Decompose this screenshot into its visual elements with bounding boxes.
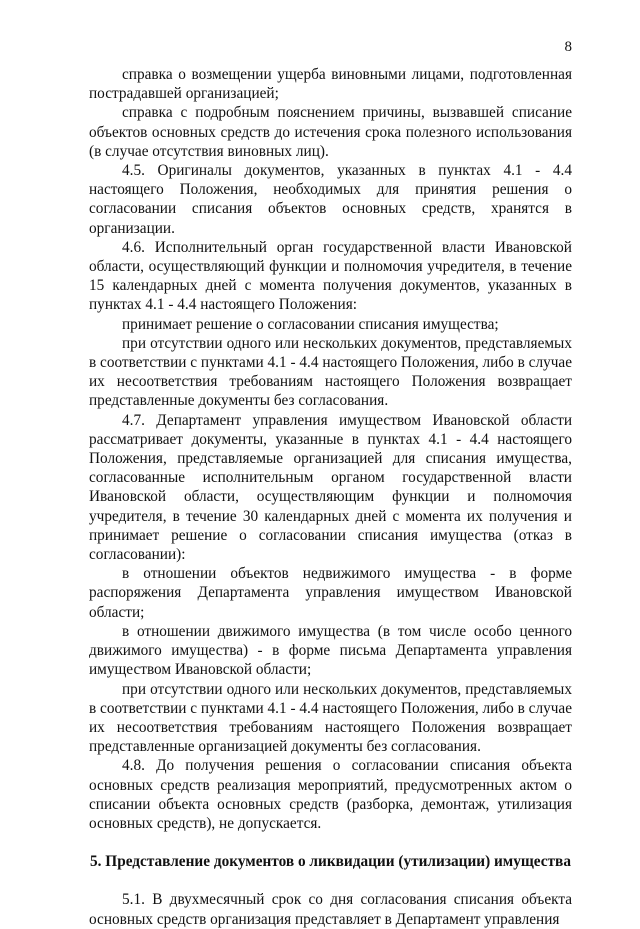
- paragraph-4-7-return: при отсутствии одного или нескольких документов, представляемых в соответствии с пунктами 4.1 - 4.4 настоящего Положения, либо в случае их несоответствия требованиям настоящего Положения возвращает представленные организацией документы без согласования.: [89, 680, 572, 756]
- paragraph-4-8: 4.8. До получения решения о согласовании списания объекта основных средств реализация мероприятий, предусмотренных актом о списании объекта основных средств (разборка, демонтаж, утилизация основных средств), не допускается.: [89, 757, 572, 832]
- paragraph-4-6-decision: принимает решение о согласовании списания имущества;: [122, 315, 499, 333]
- paragraph-cause-certificate: справка с подробным пояснением причины, вызвавшей списание объектов основных средств до истечения срока полезного использования (в случае отсутствия виновных лиц).: [89, 104, 572, 160]
- paragraph-4-5: 4.5. Оригиналы документов, указанных в пунктах 4.1 - 4.4 настоящего Положения, необходимых для принятия решения о согласовании списания объектов основных средств, хранятся в организации.: [89, 162, 572, 237]
- paragraph-5-1: 5.1. В двухмесячный срок со дня согласования списания объекта основных средств организация представляет в Департамент управления: [89, 891, 572, 928]
- paragraph-4-6-return: при отсутствии одного или нескольких документов, представляемых в соответствии с пунктами 4.1 - 4.4 настоящего Положения, либо в случае их несоответствия требованиям настоящего Положения возвращает представленные документы без согласования.: [89, 334, 572, 410]
- paragraph-4-7-movable: в отношении движимого имущества (в том числе особо ценного движимого имущества) - в форме письма Департамента управления имуществом Ивановской области;: [89, 622, 572, 679]
- page-number: 8: [564, 39, 572, 55]
- paragraph-4-6: 4.6. Исполнительный орган государственной власти Ивановской области, осуществляющий функции и полномочия учредителя, в течение 15 календарных дней с момента получения документов, указанных в пунктах 4.1 - 4.4 настоящего Положения:: [89, 238, 572, 314]
- paragraph-4-7-real-estate: в отношении объектов недвижимого имущества - в форме распоряжения Департамента управления имуществом Ивановской области;: [89, 565, 572, 621]
- paragraph-damage-certificate: справка о возмещении ущерба виновными лицами, подготовленная пострадавшей организацией;: [89, 66, 572, 103]
- section-5-heading: 5. Представление документов о ликвидации (утилизации) имущества: [90, 853, 571, 871]
- paragraph-4-7: 4.7. Департамент управления имуществом Ивановской области рассматривает документы, указанные в пунктах 4.1 - 4.4 настоящего Положения, представляемые организацией для списания имущества, согласованные исполнительным органом государственной власти Ивановской области, осуществляющим функции и полномочия учредителя, в течение 30 календарных дней с момента их получения и принимает решение о согласовании списания имущества (отказ в согласовании):: [89, 411, 572, 564]
- spacer: [89, 871, 572, 890]
- document-body: [89, 65, 572, 929]
- spacer: [89, 833, 572, 852]
